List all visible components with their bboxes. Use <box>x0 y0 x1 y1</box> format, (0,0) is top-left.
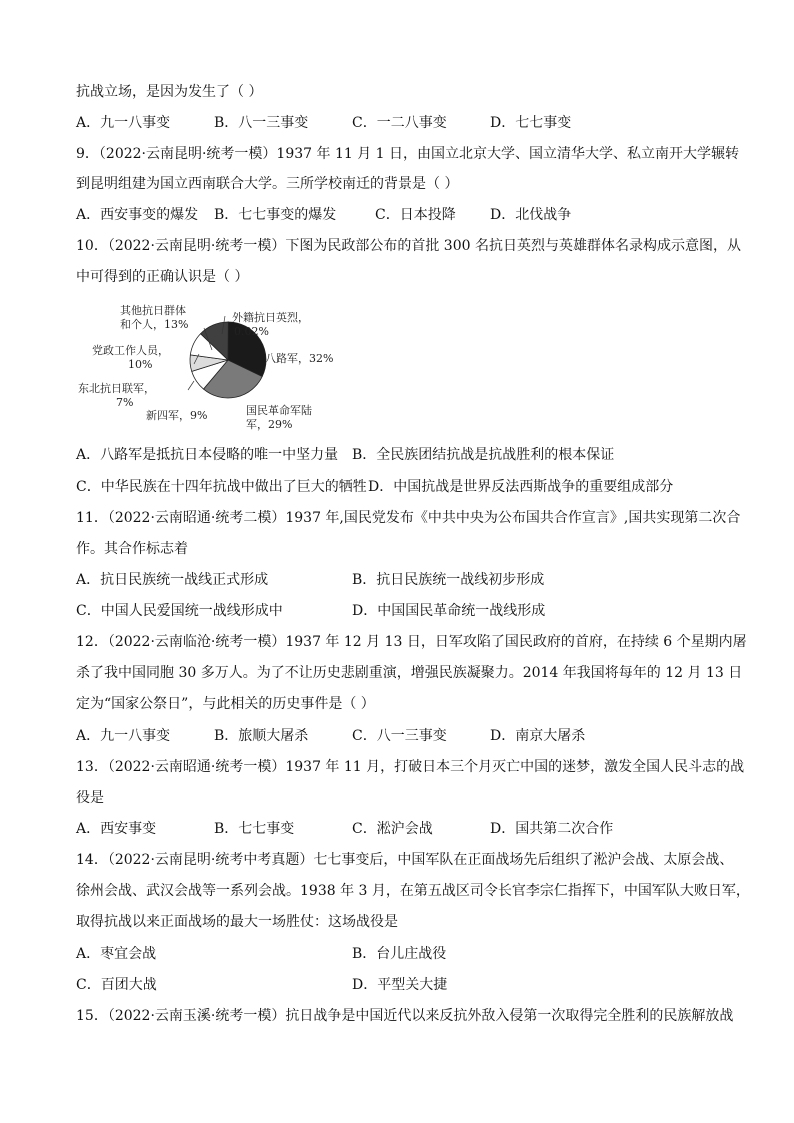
q12-option-d: D．南京大屠杀 <box>490 728 586 744</box>
q9-stem-line1: 9．（2022·云南昆明·统考一模）1937 年 11 月 1 日，由国立北京大学、国立清华大学、私立南开大学辗转 <box>76 146 740 162</box>
q10-option-c: C．中华民族在十四年抗战中做出了巨大的牺牲 <box>76 479 367 495</box>
q9-option-a: A．西安事变的爆发 <box>76 207 199 223</box>
q12-option-b: B．旅顺大屠杀 <box>214 728 309 744</box>
q14-stem-line3: 取得抗战以来正面战场的最大一场胜仗：这场战役是 <box>76 914 398 930</box>
q14-option-b: B．台儿庄战役 <box>352 946 447 962</box>
q14-option-d: D．平型关大捷 <box>352 977 448 993</box>
pie-label-4: 新四军，9% <box>146 409 208 422</box>
q13-option-a: A．西安事变 <box>76 821 157 837</box>
q13-stem-line2: 役是 <box>76 790 104 806</box>
q14-option-c: C．百团大战 <box>76 977 157 993</box>
q13-option-c: C．淞沪会战 <box>352 821 433 837</box>
q11-option-c: C．中国人民爱国统一战线形成中 <box>76 603 283 619</box>
q13-option-d: D．国共第二次合作 <box>490 821 614 837</box>
pie-label-2: 八路军，32% <box>265 352 334 365</box>
pie-label-1: 外籍抗日英烈， 0.02% <box>232 311 309 338</box>
q10-option-b: B．全民族团结抗战是抗战胜利的根本保证 <box>352 447 615 463</box>
q8-stem: 抗战立场，是因为发生了（ ） <box>76 84 263 100</box>
q11-option-d: D．中国国民革命统一战线形成 <box>352 603 546 619</box>
q11-stem-line1: 11．（2022·云南昭通·统考二模）1937 年,国民党发布《中共中央为公布国共合作宣言》,国共实现第二次合 <box>76 510 741 526</box>
q10-stem-line2: 中可得到的正确认识是（ ） <box>76 269 249 285</box>
q9-option-b: B．七七事变的爆发 <box>214 207 337 223</box>
q8-option-b: B．八一三事变 <box>214 115 309 131</box>
q9-option-c: C．日本投降 <box>375 207 456 223</box>
q14-option-a: A．枣宜会战 <box>76 946 157 962</box>
pie-label-5: 东北抗日联军， 7% <box>78 382 155 409</box>
pie-chart <box>78 302 368 432</box>
q11-option-b: B．抗日民族统一战线初步形成 <box>352 572 545 588</box>
pie-label-3: 国民革命军陆军，29% <box>246 404 312 431</box>
q15-stem-line1: 15．（2022·云南玉溪·统考一模）抗日战争是中国近代以来反抗外敌入侵第一次取得完全胜利的民族解放战 <box>76 1008 734 1024</box>
q10-option-d: D．中国抗战是世界反法西斯战争的重要组成部分 <box>368 479 674 495</box>
pie-label-6: 党政工作人员， 10% <box>92 344 169 371</box>
q12-stem-line3: 定为“国家公祭日”，与此相关的历史事件是（ ） <box>76 696 375 712</box>
q9-option-d: D．北伐战争 <box>490 207 572 223</box>
q9-stem-line2: 到昆明组建为国立西南联合大学。三所学校南迁的背景是（ ） <box>76 176 459 192</box>
q13-option-b: B．七七事变 <box>214 821 295 837</box>
q8-option-c: C．一二八事变 <box>352 115 447 131</box>
q12-stem-line1: 12．（2022·云南临沧·统考一模）1937 年 12 月 13 日，日军攻陷了国民政府的首府，在持续 6 个星期内屠 <box>76 634 747 650</box>
q12-option-a: A．九一八事变 <box>76 728 171 744</box>
q14-stem-line1: 14．（2022·云南昆明·统考中考真题）七七事变后，中国军队在正面战场先后组织了淞沪会战、太原会战、 <box>76 852 734 868</box>
q10-option-a: A．八路军是抵抗日本侵略的唯一中坚力量 <box>76 447 339 463</box>
q11-option-a: A．抗日民族统一战线正式形成 <box>76 572 269 588</box>
q8-option-a: A．九一八事变 <box>76 115 171 131</box>
q11-stem-line2: 作。其合作标志着 <box>76 541 188 557</box>
q14-stem-line2: 徐州会战、武汉会战等一系列会战。1938 年 3 月，在第五战区司令长官李宗仁指挥下，中国军队大败日军， <box>76 883 750 899</box>
q12-stem-line2: 杀了我中国同胞 30 多万人。为了不让历史悲剧重演，增强民族凝聚力。2014 年我国将每年的 12 月 13 日 <box>76 665 743 681</box>
q10-stem-line1: 10．（2022·云南昆明·统考一模）下图为民政部公布的首批 300 名抗日英烈与英雄群体名录构成示意图，从 <box>76 238 741 254</box>
pie-label-7: 其他抗日群体和个人，13% <box>120 304 189 331</box>
q8-option-d: D．七七事变 <box>490 115 572 131</box>
q12-option-c: C．八一三事变 <box>352 728 447 744</box>
q13-stem-line1: 13．（2022·云南昭通·统考一模）1937 年 11 月，打破日本三个月灭亡中国的迷梦，激发全国人民斗志的战 <box>76 759 745 775</box>
